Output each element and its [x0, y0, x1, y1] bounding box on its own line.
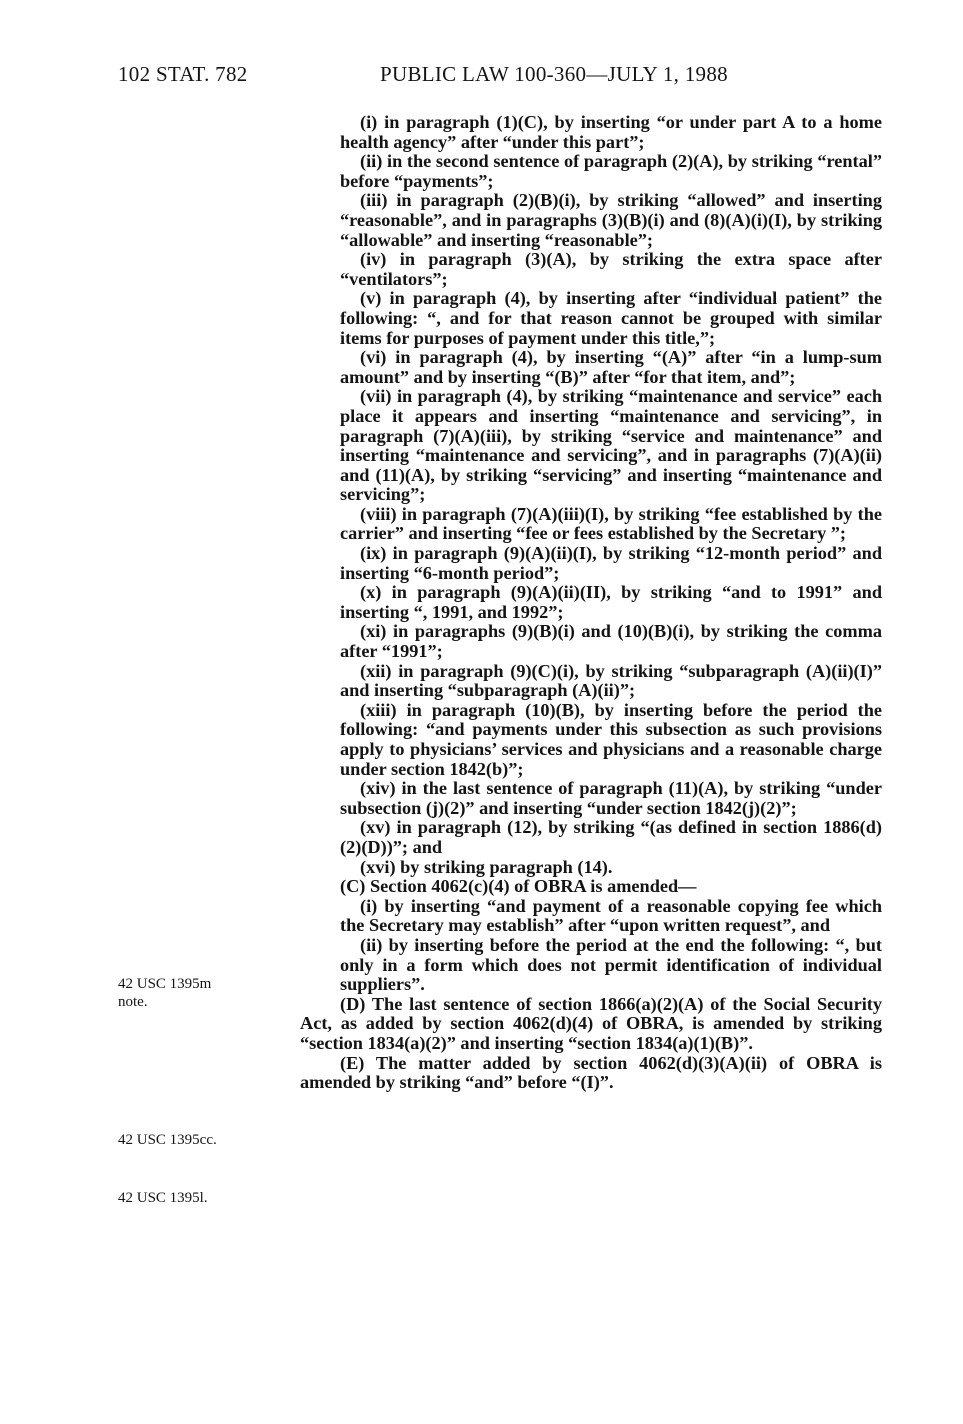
clause-viii: (viii) in paragraph (7)(A)(iii)(I), by striking “fee established by the carrier” and inserting “fee or fees established by the Secretary ”;: [340, 503, 882, 544]
page-stat-number: 102 STAT. 782: [118, 62, 248, 86]
margin-note-line: 42 USC 1395m: [118, 976, 212, 992]
clause-vii: (vii) in paragraph (4), by striking “maintenance and service” each place it appears and inserting “maintenance and servicing”, in paragraph (7)(A)(iii), by striking “service and maintenance” and inserting “maintenance and servicing”, and in paragraphs (7)(A)(ii) and (11)(A), by striking “servicing” and inserting “maintenance and servicing”;: [340, 386, 882, 505]
clause-c-ii: (ii) by inserting before the period at the end the following: “, but only in a form which does not permit identification of individual suppliers”.: [340, 934, 882, 995]
body-text: [300, 113, 882, 1093]
subparagraph-d: (D) The last sentence of section 1866(a)(2)(A) of the Social Security Act, as added by section 4062(d)(4) of OBRA, is amended by striking “section 1834(a)(2)” and inserting “section 1834(a)(1)(B)”.: [300, 993, 882, 1053]
clause-iii: (iii) in paragraph (2)(B)(i), by striking “allowed” and inserting “reasonable”, and in paragraphs (3)(B)(i) and (8)(A)(i)(I), by striking “allowable” and inserting “reasonable”;: [340, 190, 882, 250]
clause-i: (i) in paragraph (1)(C), by inserting “or under part A to a home health agency” after “under this part”;: [340, 112, 882, 152]
margin-note-usc-1395m: [118, 975, 211, 1011]
clause-xiv: (xiv) in the last sentence of paragraph (11)(A), by striking “under subsection (j)(2)” and inserting “under section 1842(j)(2)”;: [340, 778, 882, 818]
clause-ix: (ix) in paragraph (9)(A)(ii)(I), by striking “12-month period” and inserting “6-month period”;: [340, 543, 882, 583]
clause-xiii: (xiii) in paragraph (10)(B), by inserting before the period the following: “and payments under this subsection as such provisions apply to physicians’ services and physicians and a reasonable charge under section 1842(b)”;: [340, 699, 882, 779]
page-header-title: PUBLIC LAW 100-360—JULY 1, 1988: [380, 62, 728, 86]
subparagraph-c: (C) Section 4062(c)(4) of OBRA is amended—: [340, 876, 697, 897]
subparagraph-e: (E) The matter added by section 4062(d)(3)(A)(ii) of OBRA is amended by striking “and” before “(I)”.: [300, 1052, 882, 1093]
clause-v: (v) in paragraph (4), by inserting after “individual patient” the following: “, and for that reason cannot be grouped with similar items for purposes of payment under this title,”;: [340, 288, 882, 348]
margin-note-usc-1395l: 42 USC 1395l.: [118, 1190, 208, 1206]
clause-xi: (xi) in paragraphs (9)(B)(i) and (10)(B)(i), by striking the comma after “1991”;: [340, 621, 882, 662]
clause-x: (x) in paragraph (9)(A)(ii)(II), by striking “and to 1991” and inserting “, 1991, and 1992”;: [340, 582, 882, 622]
clause-vi: (vi) in paragraph (4), by inserting “(A)” after “in a lump-sum amount” and by inserting “(B)” after “for that item, and”;: [340, 347, 882, 387]
clause-ii: (ii) in the second sentence of paragraph (2)(A), by striking “rental” before “payments”;: [340, 151, 882, 191]
clause-iv: (iv) in paragraph (3)(A), by striking the extra space after “ventilators”;: [340, 249, 882, 289]
clause-xii: (xii) in paragraph (9)(C)(i), by striking “subparagraph (A)(ii)(I)” and inserting “subparagraph (A)(ii)”;: [340, 660, 882, 701]
margin-note-usc-1395cc: 42 USC 1395cc.: [118, 1132, 217, 1148]
clause-c-i: (i) by inserting “and payment of a reasonable copying fee which the Secretary may establish” after “upon written request”, and: [340, 895, 882, 936]
clause-xvi: (xvi) by striking paragraph (14).: [360, 856, 613, 877]
margin-note-line: note.: [118, 994, 148, 1010]
clause-xv: (xv) in paragraph (12), by striking “(as defined in section 1886(d)(2)(D))”; and: [340, 817, 882, 857]
